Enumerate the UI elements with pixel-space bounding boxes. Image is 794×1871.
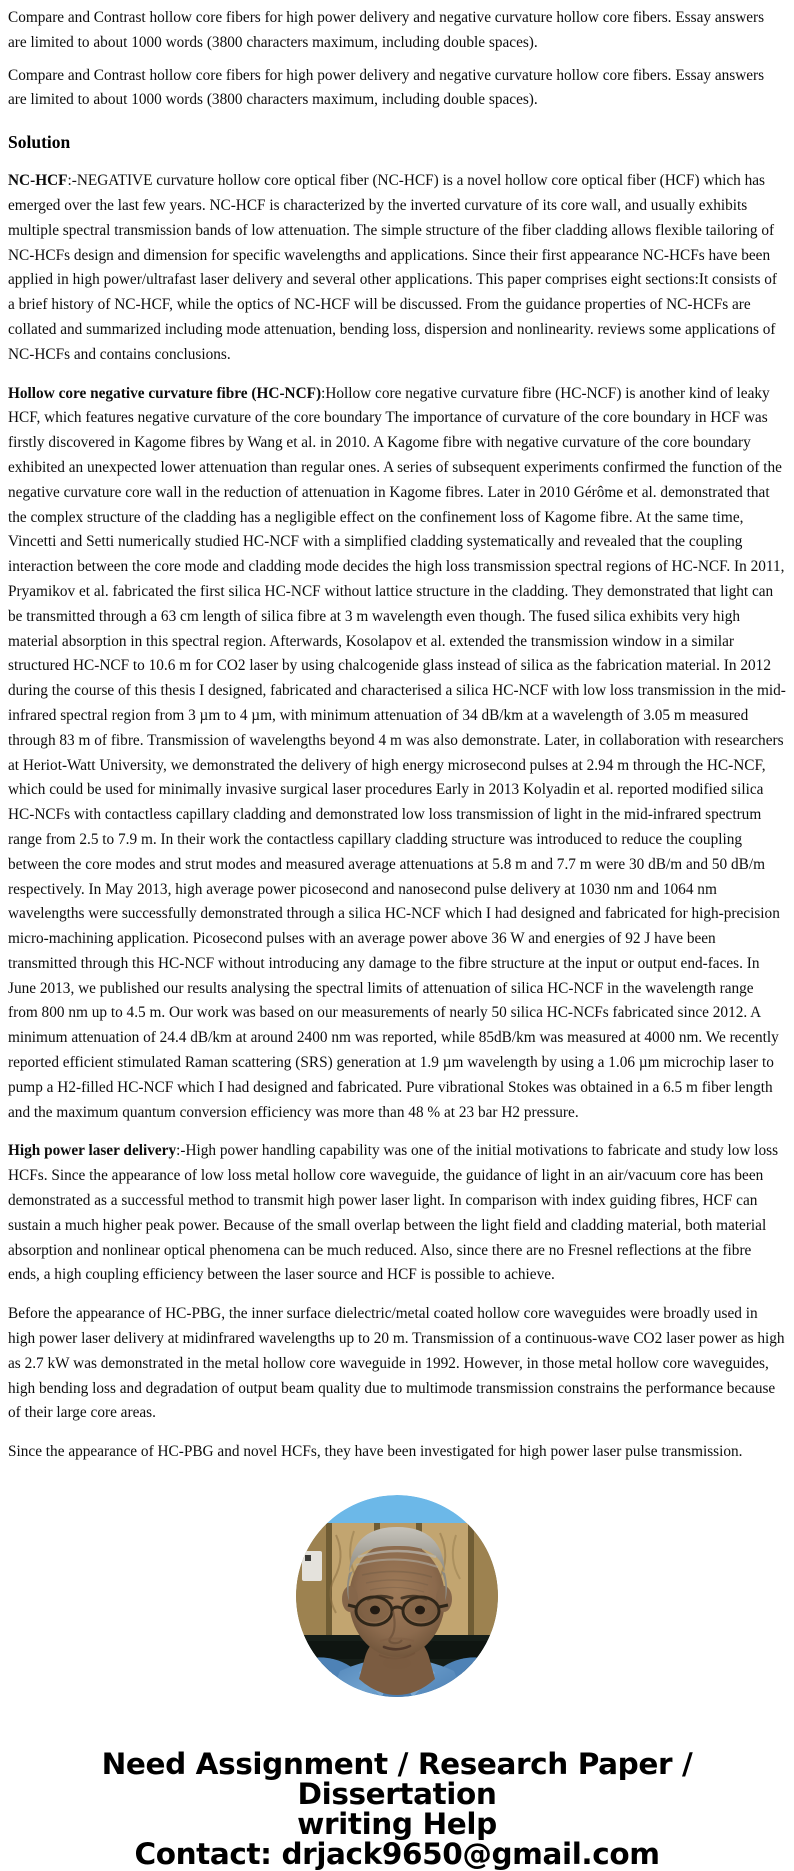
footer-promo	[8, 1749, 786, 1869]
paragraph-hc-pbg-history	[8, 1302, 786, 1426]
paragraph-high-power-laser-delivery	[8, 1139, 786, 1288]
footer-line-1: Need Assignment / Research Paper / Dissertation	[101, 1747, 693, 1812]
section-heading-solution: Solution	[8, 132, 71, 153]
paragraph-body: Before the appearance of HC-PBG, the inner surface dielectric/metal coated hollow core waveguides were broadly used in high power laser delivery at midinfrared wavelengths up to 20 m. Transmission of a continuous-wave CO2 laser power as high as 2.7 kW was demonstrated in the metal hollow core waveguide in 1992. However, in those metal hollow core waveguides, high bending loss and degradation of output beam quality due to multimode transmission constrains the performance because of their large core areas.	[8, 1305, 785, 1422]
footer-line-2: writing Help	[297, 1807, 497, 1842]
avatar	[296, 1495, 498, 1697]
paragraph-body: :-High power handling capability was one of the initial motivations to fabricate and study low loss HCFs. Since the appearance of low loss metal hollow core waveguide, the guidance of light in an air/vacuum core has been demonstrated as a successful method to transmit high power laser light. In comparison with index guiding fibres, HCF can sustain a much higher peak power. Because of the small overlap between the light field and cladding material, both material absorption and nonlinear optical phenomena can be much reduced. Also, since there are no Fresnel reflections at the fibre ends, a high coupling efficiency between the laser source and HCF is possible to achieve.	[8, 1142, 779, 1284]
paragraph-hc-pbg-conclusion	[8, 1440, 786, 1465]
footer-line-3: Contact: drjack9650@gmail.com	[134, 1837, 660, 1871]
paragraph-body: :Hollow core negative curvature fibre (HC-NCF) is another kind of leaky HCF, which features negative curvature of the core boundary The importance of curvature of the core boundary in HCF was firstly discovered in Kagome fibres by Wang et al. in 2010. A Kagome fibre with negative curvature of the core boundary exhibited an unexpected lower attenuation than regular ones. A series of subsequent experiments confirmed the function of the negative curvature core wall in the reduction of attenuation in Kagome fibres. Later in 2010 Gérôme et al. demonstrated that the complex structure of the cladding has a negligible effect on the confinement loss of Kagome fibre. At the same time, Vincetti and Setti numerically studied HC-NCF with a simplified cladding systematically and revealed that the coupling interaction between the core mode and cladding mode decides the high loss transmission spectral regions of HC-NCF. In 2011, Pryamikov et al. fabricated the first silica HC-NCF without lattice structure in the cladding. They demonstrated that light can be transmitted through a 63 cm length of silica fibre at 3 m wavelength even though. The fused silica exhibits very high material absorption in this spectral region. Afterwards, Kosolapov et al. extended the transmission window in a similar structured HC-NCF to 10.6 m for CO2 laser by using chalcogenide glass instead of silica as the fabrication material. In 2012 during the course of this thesis I designed, fabricated and characterised a silica HC-NCF with low loss transmission in the mid-infrared spectral region from 3 µm to 4 µm, with minimum attenuation of 34 dB/km at a wavelength of 3.05 m measured through 83 m of fibre. Transmission of wavelengths beyond 4 m was also demonstrate. Later, in collaboration with researchers at Heriot-Watt University, we demonstrated the delivery of high energy microsecond pulses at 2.94 m through the HC-NCF, which could be used for minimally invasive surgical laser procedures Early in 2013 Kolyadin et al. reported modified silica HC-NCFs with contactless capillary cladding and demonstrated low loss transmission of light in the mid-infrared spectrum range from 2.5 to 7.9 m. In their work the contactless capillary cladding structure was introduced to reduce the coupling between the core modes and strut modes and measured average attenuations at 5.8 m and 7.7 m were 30 dB/m and 50 dB/m respectively. In May 2013, high average power picosecond and nanosecond pulse delivery at 1030 nm and 1064 nm wavelengths were successfully demonstrated through a silica HC-NCF which I had designed and fabricated for high-precision micro-machining application. Picosecond pulses with an average power above 36 W and energies of 92 J have been transmitted through this HC-NCF without introducing any damage to the fibre structure at the input or output end-faces. In June 2013, we published our results analysing the spectral limits of attenuation of silica HC-NCF in the wavelength range from 800 nm up to 4.5 m. Our work was based on our measurements of nearly 50 silica HC-NCFs fabricated since 2012. A minimum attenuation of 24.4 dB/km at around 2400 nm was reported, while 85dB/km was measured at 4000 nm. We recently reported efficient stimulated Raman scattering (SRS) generation at 1.9 µm wavelength by using a 1.06 µm microchip laser to pump a H2-filled HC-NCF which I had designed and fabricated. Pure vibrational Stokes was obtained in a 6.5 m fiber length and the maximum quantum conversion efficiency was more than 48 % at 23 bar H2 pressure.	[8, 384, 786, 1121]
prompt-line-2: Compare and Contrast hollow core fibers for high power delivery and negative curvature hollow core fibers. Essay answers are limited to about 1000 words (3800 characters maximum, including double spaces).	[8, 66, 765, 109]
paragraph-lead-label: NC-HCF	[8, 172, 68, 190]
avatar-container	[8, 1495, 786, 1697]
paragraph-body: Since the appearance of HC-PBG and novel HCFs, they have been investigated for high power laser pulse transmission.	[8, 1443, 743, 1461]
prompt-line-1: Compare and Contrast hollow core fibers for high power delivery and negative curvature hollow core fibers. Essay answers are limited to about 1000 words (3800 characters maximum, including double spaces).	[8, 9, 765, 51]
paragraph-body: :-NEGATIVE curvature hollow core optical fiber (NC-HCF) is a novel hollow core optical fiber (HCF) which has emerged over the last few years. NC-HCF is characterized by the inverted curvature of its core wall, and usually exhibits multiple spectral transmission bands of low attenuation. The simple structure of the fiber cladding allows flexible tailoring of NC-HCFs design and dimension for specific wavelengths and applications. Since their first appearance NC-HCFs have been applied in high power/ultrafast laser delivery and several other applications. This paper comprises eight sections:It consists of a brief history of NC-HCF, while the optics of NC-HCF will be discussed. From the guidance properties of NC-HCFs are collated and summarized including mode attenuation, bending loss, dispersion and nonlinearity. reviews some applications of NC-HCFs and contains conclusions.	[8, 172, 778, 363]
paragraph-lead-label: Hollow core negative curvature fibre (HC-NCF)	[8, 384, 322, 402]
paragraph-hc-ncf	[8, 382, 786, 1126]
paragraph-nc-hcf	[8, 169, 786, 367]
paragraph-lead-label: High power laser delivery	[8, 1142, 177, 1160]
avatar-portrait-image	[296, 1495, 498, 1697]
